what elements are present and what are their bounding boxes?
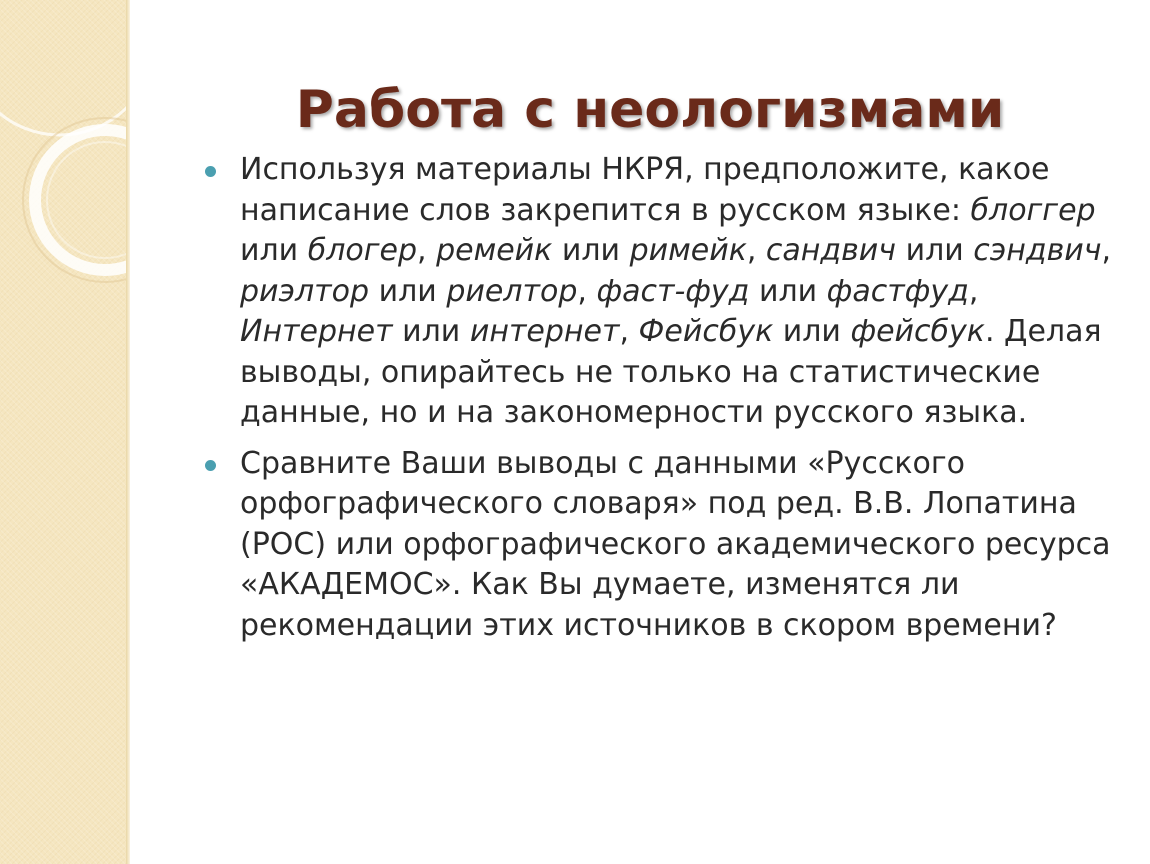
word-bloger: блогер bbox=[307, 233, 418, 268]
bullet-1-text-outro: . Делая выводы, опирайтесь не только на статистические данные, но и на закономерности русского языка. bbox=[240, 314, 1102, 430]
bullet-1-text-sep: , bbox=[417, 233, 437, 268]
bullet-1-text-sep: , bbox=[1101, 233, 1112, 268]
bullet-1-text-sep: , bbox=[619, 314, 639, 349]
word-rieltor-e: риэлтор bbox=[240, 273, 370, 309]
bullet-2-text: Сравните Ваши выводы с данными «Русского орфографического словаря» под ред. В.В. Лопатина (РОС) или орфографического академического ресурса «АКАДЕМОС». Как Вы думаете, изменятся ли рекомендации этих источников в скором времени? bbox=[240, 445, 1111, 643]
bullet-1-text-sep: , bbox=[577, 273, 597, 309]
bullet-1-text-sep: , bbox=[968, 273, 979, 309]
bullet-list bbox=[240, 150, 1120, 656]
slide-title: Работа с неологизмами bbox=[295, 80, 1005, 140]
bullet-1-text-sep: , bbox=[746, 233, 766, 268]
word-remeik: ремейк bbox=[436, 233, 553, 268]
bullet-dot-icon bbox=[205, 460, 216, 471]
word-feisbuk-cap: Фейсбук bbox=[638, 314, 774, 349]
bullet-1-text-intro: Используя материалы НКРЯ, предположите, какое написание слов закрепится в русском языке: bbox=[240, 152, 1050, 228]
bullet-1-text-or: или bbox=[896, 233, 974, 268]
word-sandvich: сандвич bbox=[765, 233, 897, 268]
bullet-1-text-or: или bbox=[552, 233, 630, 268]
side-panel-edge bbox=[126, 0, 130, 864]
word-rieltor: риелтор bbox=[446, 273, 578, 309]
bullet-dot-icon bbox=[205, 166, 216, 177]
bullet-1-text-or: или bbox=[369, 273, 447, 309]
decorative-circles-icon bbox=[0, 0, 126, 864]
bullet-1-text-or: или bbox=[240, 233, 308, 268]
word-fastfud: фастфуд bbox=[826, 273, 969, 309]
bullet-1-text-or: или bbox=[773, 314, 851, 349]
bullet-item-2 bbox=[240, 444, 1120, 647]
word-bloggger: блоггер bbox=[970, 192, 1096, 228]
word-sendvich: сэндвич bbox=[973, 233, 1102, 268]
word-internet-cap: Интернет bbox=[240, 314, 393, 349]
bullet-item-1 bbox=[240, 150, 1120, 434]
word-rimeik: римейк bbox=[629, 233, 747, 268]
decorative-side-panel bbox=[0, 0, 126, 864]
word-feisbuk: фейсбук bbox=[850, 314, 985, 349]
word-internet: интернет bbox=[469, 314, 620, 349]
word-fast-fud: фаст-фуд bbox=[596, 273, 750, 309]
bullet-1-text-or: или bbox=[392, 314, 470, 349]
bullet-1-text-or: или bbox=[749, 273, 827, 309]
